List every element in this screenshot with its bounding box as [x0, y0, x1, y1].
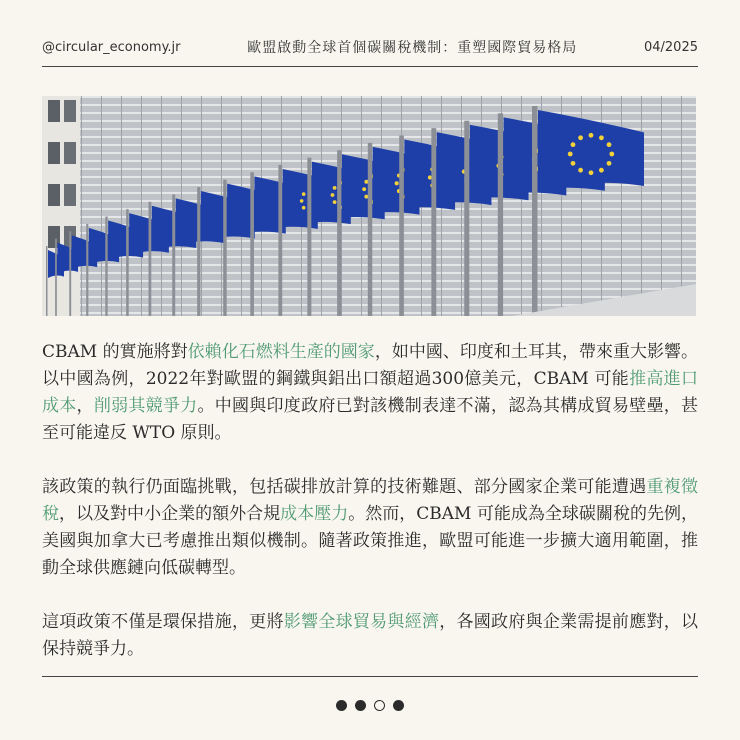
highlighted-phrase: 成本壓力 — [280, 504, 349, 524]
flag-star — [302, 192, 306, 196]
flag-pole — [126, 209, 129, 316]
text-segment: 該政策的執行仍面臨挑戰，包括碳排放計算的技術難題、部分國家企業可能遭遇 — [42, 477, 647, 497]
flag-pole — [464, 121, 469, 316]
page-dot-3[interactable] — [374, 700, 385, 711]
flag-star — [571, 161, 576, 166]
flag-star — [589, 170, 594, 175]
left-building — [42, 96, 80, 316]
flag-star — [333, 200, 337, 204]
bottom-divider — [42, 676, 698, 677]
highlighted-phrase: 推高進口成本 — [42, 369, 698, 416]
paragraph-3 — [42, 609, 698, 663]
flag-pole — [197, 187, 200, 316]
flag-star — [333, 186, 337, 190]
eu-flags-illustration — [42, 96, 696, 316]
text-segment: CBAM 的實施將對 — [42, 342, 188, 362]
flag-star — [607, 161, 612, 166]
text-segment: ，各國政府與企業需提前應對，以保持競爭力。 — [42, 612, 699, 659]
flag-star — [568, 152, 573, 157]
highlighted-phrase: 影響全球貿易與經濟 — [283, 612, 440, 632]
flag-pole — [223, 180, 226, 316]
highlighted-phrase: 削弱其競爭力 — [93, 396, 198, 416]
page-dot-4[interactable] — [393, 700, 404, 711]
text-segment: 。中國與印度政府已對該機制表達不滿，認為其構成貿易壁壘，甚至可能違反 WTO 原則。 — [42, 396, 699, 443]
article-body — [42, 339, 698, 690]
flag-star — [395, 181, 399, 185]
flag-pole — [431, 128, 436, 316]
flag-star — [599, 135, 604, 140]
flag-pole — [149, 202, 152, 316]
text-segment: ，如中國、印度和土耳其，帶來重大影響。以中國為例，2022年對歐盟的鋼鐵與鋁出口額超過300億美元，CBAM 可能 — [42, 342, 699, 389]
flag-star — [302, 206, 306, 210]
flag-star — [609, 152, 614, 157]
flag-pole — [86, 224, 88, 316]
flag-star — [331, 193, 335, 197]
flag-pole — [368, 143, 372, 316]
flag-pole — [55, 239, 57, 316]
flag-star — [578, 168, 583, 173]
flag-star — [571, 142, 576, 147]
header — [42, 34, 698, 60]
flag-star — [607, 142, 612, 147]
paragraph-1 — [42, 339, 698, 447]
flag-pole — [46, 246, 48, 316]
flag-pole — [278, 165, 282, 316]
flag-star — [364, 180, 368, 184]
flag-pole — [532, 106, 538, 316]
flag-pole — [307, 158, 311, 316]
hero-photo — [42, 96, 696, 316]
flag-star — [362, 187, 366, 191]
account-handle[interactable]: @circular_economy.jr — [42, 39, 181, 55]
text-segment: ， — [76, 396, 94, 416]
highlighted-phrase: 重複徵稅 — [42, 477, 699, 524]
flag-star — [578, 135, 583, 140]
flag-pole — [69, 231, 71, 316]
flag-star — [589, 133, 594, 138]
page-dot-2[interactable] — [355, 700, 366, 711]
page-title: 歐盟啟動全球首個碳關稅機制：重塑國際貿易格局 — [247, 40, 578, 56]
flag-pole — [250, 172, 254, 316]
issue-date: 04/2025 — [643, 39, 698, 55]
flag-pole — [399, 135, 404, 316]
flag-star — [300, 199, 304, 203]
highlighted-phrase: 依賴化石燃料生產的國家 — [187, 342, 375, 362]
flag-pole — [172, 194, 175, 316]
flag-pole — [498, 113, 503, 316]
flag-star — [599, 168, 604, 173]
flag-pole — [105, 217, 107, 316]
page-dot-1[interactable] — [336, 700, 347, 711]
text-segment: 。然而，CBAM 可能成為全球碳關稅的先例，美國與加拿大已考慮推出類似機制。隨著政策推進，歐盟可能進一步擴大適用範圍，推動全球供應鏈向低碳轉型。 — [42, 504, 699, 578]
top-divider — [42, 66, 698, 67]
flag-star — [364, 195, 368, 199]
flag-pole — [337, 150, 341, 316]
pagination-dots — [0, 700, 740, 711]
paragraph-2 — [42, 474, 698, 582]
text-segment: ，以及對中小企業的額外合規 — [59, 504, 281, 524]
text-segment: 這項政策不僅是環保措施，更將 — [42, 612, 284, 632]
